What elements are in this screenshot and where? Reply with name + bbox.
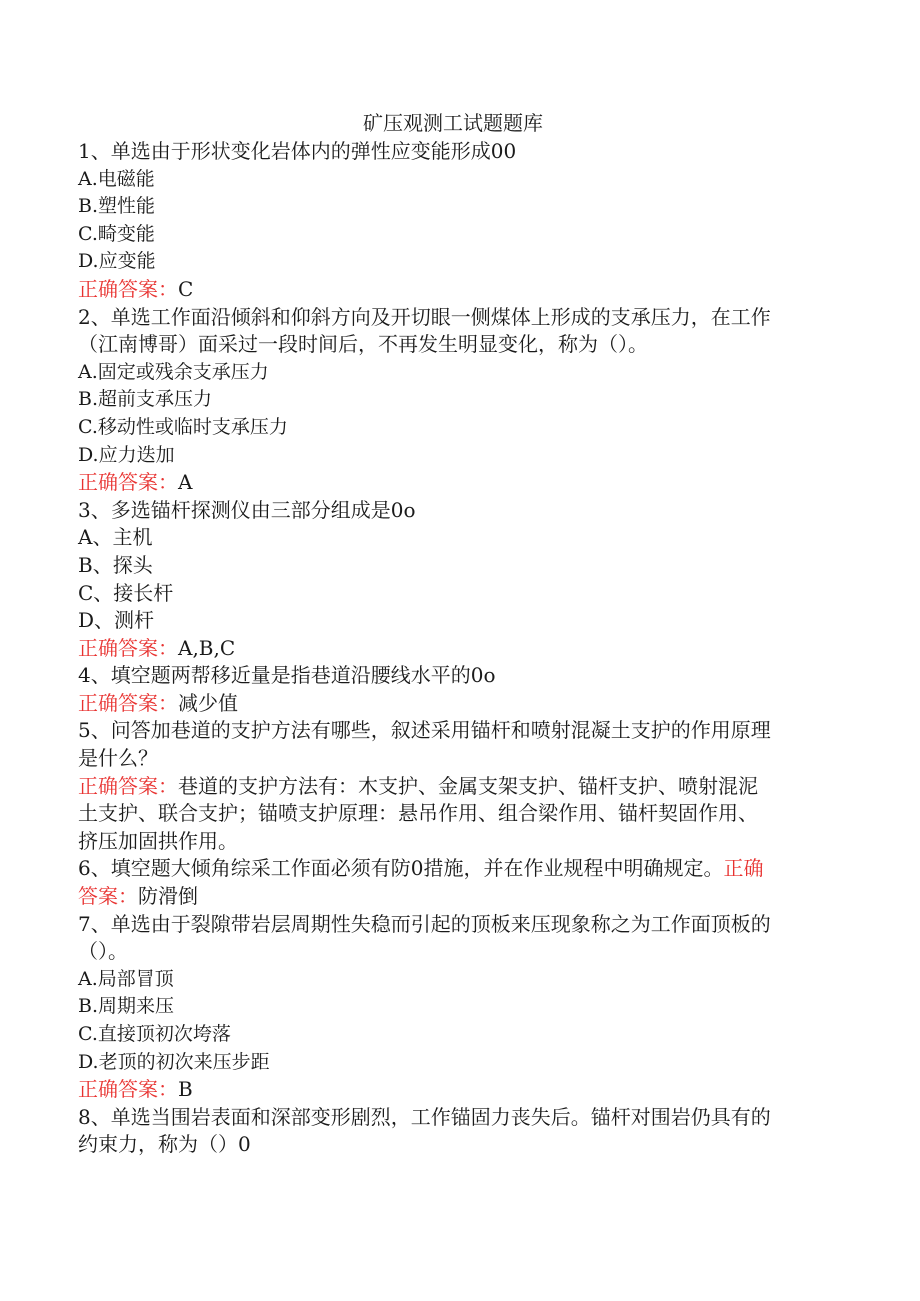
question-8 [78, 1104, 828, 1159]
question-stem-line-1: 8、单选当围岩表面和深部变形剧烈，工作锚固力丧失后。锚杆对围岩仍具有的 [78, 1104, 771, 1129]
option-a: A.电磁能 [78, 167, 155, 190]
answer-line [78, 690, 828, 718]
document-title: 矿压观测工试题题库 [363, 111, 543, 135]
question-stem-line-2: 是什么？ [78, 746, 158, 771]
answer-value: 减少值 [178, 690, 238, 715]
answer-value: C [178, 276, 194, 301]
answer-value: A [178, 470, 193, 495]
option-d: D.老顶的初次来压步距 [78, 1050, 270, 1073]
option-c: C.直接顶初次垮落 [78, 1023, 231, 1045]
question-6 [78, 855, 828, 910]
option-b: B.周期来压 [78, 995, 175, 1018]
option-a: A、主机 [78, 525, 153, 550]
option-c: C、接长杆 [78, 580, 174, 605]
option-d: D、测杆 [78, 608, 155, 633]
option-b: B、探头 [78, 552, 153, 577]
question-7 [78, 911, 828, 1104]
option-c: C.移动性或临时支承压力 [78, 415, 288, 438]
option-d: D.应变能 [78, 250, 156, 273]
answer-line [78, 1076, 828, 1104]
option-b: B.塑性能 [78, 195, 156, 218]
answer-line [78, 883, 828, 911]
answer-label-part-1: 正确 [723, 856, 764, 881]
answer-label: 正确答案： [78, 773, 178, 798]
question-stem-line-1: 7、单选由于裂隙带岩层周期性失稳而引起的顶板来压现象称之为工作面顶板的 [78, 911, 771, 936]
answer-value: 防滑倒 [138, 884, 198, 909]
question-stem: 4、填空题两帮移近量是指巷道沿腰线水平的0o [78, 663, 496, 688]
question-stem-line-1 [78, 855, 828, 883]
answer-label: 正确答案： [78, 635, 178, 660]
option-d: D.应力迭加 [78, 443, 175, 466]
question-stem: 1、单选由于形状变化岩体内的弹性应变能形成00 [78, 139, 517, 163]
question-stem-line-2: （）。 [78, 939, 128, 964]
answer-line [78, 276, 828, 304]
answer-line-1 [78, 773, 828, 801]
question-3 [78, 497, 828, 663]
question-1 [78, 138, 828, 304]
question-stem: 6、填空题大倾角综采工作面必须有防0措施，并在作业规程中明确规定。 [78, 856, 724, 881]
question-stem-line-1: 5、问答加巷道的支护方法有哪些，叙述采用锚杆和喷射混凝土支护的作用原理 [78, 718, 771, 743]
option-b: B.超前支承压力 [78, 388, 213, 411]
question-stem-line-2: （江南博哥）面采过一段时间后，不再发生明显变化，称为（）。 [78, 332, 648, 357]
option-a: A.固定或残余支承压力 [78, 360, 269, 383]
question-5 [78, 717, 828, 855]
option-c: C.畸变能 [78, 222, 155, 245]
answer-value: B [178, 1077, 193, 1102]
answer-label: 正确答案： [78, 470, 178, 495]
answer-line-2: 土支护、联合支护；锚喷支护原理：悬吊作用、组合梁作用、锚杆契固作用、 [78, 801, 758, 826]
answer-line [78, 635, 828, 663]
answer-line-3: 挤压加固拱作用。 [78, 828, 238, 853]
question-4 [78, 662, 828, 717]
option-a: A.局部冒顶 [78, 967, 174, 990]
question-stem-line-1: 2、单选工作面沿倾斜和仰斜方向及开切眼一侧煤体上形成的支承压力，在工作 [78, 304, 771, 329]
answer-value-line-1: 巷道的支护方法有：木支护、金属支架支护、锚杆支护、喷射混泥 [178, 773, 758, 798]
answer-label: 正确答案： [78, 1077, 178, 1102]
answer-label: 正确答案： [78, 690, 178, 715]
question-stem-line-2: 约束力，称为（）0 [78, 1132, 251, 1157]
document-page [78, 108, 828, 1159]
answer-line [78, 469, 828, 497]
answer-value: A,B,C [178, 635, 236, 660]
question-stem: 3、多选锚杆探测仪由三部分组成是0o [78, 497, 416, 522]
answer-label: 正确答案： [78, 276, 178, 301]
question-2 [78, 304, 828, 497]
answer-label-part-2: 答案： [78, 884, 138, 909]
